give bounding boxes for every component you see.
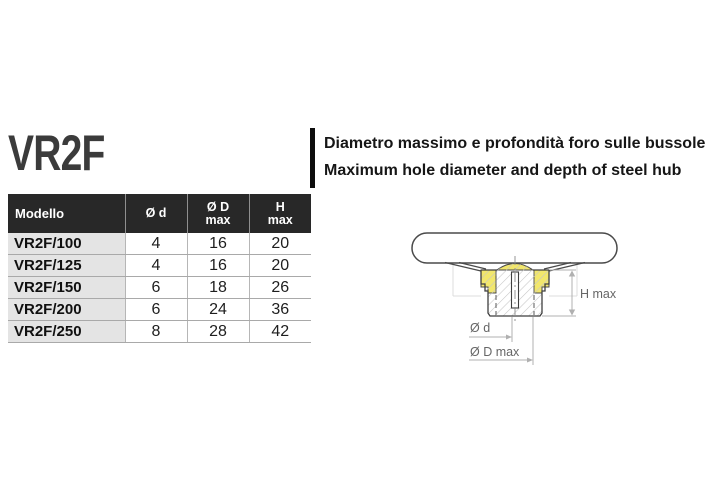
h-max-arrow-down bbox=[569, 310, 575, 316]
model-cell: VR2F/125 bbox=[8, 255, 125, 277]
col-header-d bbox=[125, 194, 187, 233]
H-max-cell: 42 bbox=[249, 321, 311, 343]
d-cell: 4 bbox=[125, 233, 187, 255]
d-leader-arrow bbox=[506, 335, 512, 340]
table-row bbox=[8, 233, 311, 255]
h-max-label: H max bbox=[580, 287, 617, 301]
model-cell: VR2F/250 bbox=[8, 321, 125, 343]
model-cell: VR2F/100 bbox=[8, 233, 125, 255]
H-max-cell: 26 bbox=[249, 277, 311, 299]
col-header-sublabel: max bbox=[205, 212, 231, 227]
d-cell: 6 bbox=[125, 299, 187, 321]
heading-divider-bar bbox=[310, 128, 315, 188]
table-row bbox=[8, 299, 311, 321]
col-header-D-max bbox=[187, 194, 249, 233]
table-row bbox=[8, 277, 311, 299]
table-row bbox=[8, 321, 311, 343]
col-header-label: Ø d bbox=[145, 206, 167, 220]
d-cell: 4 bbox=[125, 255, 187, 277]
page-title: VR2F bbox=[8, 125, 105, 181]
model-cell: VR2F/150 bbox=[8, 277, 125, 299]
table-header-row bbox=[8, 194, 311, 233]
D-max-label: Ø D max bbox=[470, 345, 520, 359]
col-header-modello bbox=[8, 194, 125, 233]
heading-english: Maximum hole diameter and depth of steel hub bbox=[324, 162, 682, 179]
col-header-label: H bbox=[275, 199, 285, 214]
d-cell: 8 bbox=[125, 321, 187, 343]
wheel-rim bbox=[412, 233, 617, 263]
H-max-cell: 20 bbox=[249, 233, 311, 255]
D-max-leader-arrow bbox=[527, 358, 533, 363]
D-max-cell: 28 bbox=[187, 321, 249, 343]
spec-table bbox=[8, 194, 311, 343]
col-header-label: Modello bbox=[15, 206, 65, 221]
h-max-arrow-up bbox=[569, 271, 575, 277]
d-cell: 6 bbox=[125, 277, 187, 299]
D-max-cell: 16 bbox=[187, 255, 249, 277]
handwheel-cross-section-diagram bbox=[390, 225, 720, 385]
heading-italian: Diametro massimo e profondità foro sulle bussole bbox=[324, 135, 706, 152]
D-max-cell: 16 bbox=[187, 233, 249, 255]
col-header-H-max bbox=[249, 194, 311, 233]
heading-block bbox=[324, 130, 716, 184]
H-max-cell: 36 bbox=[249, 299, 311, 321]
D-max-cell: 24 bbox=[187, 299, 249, 321]
d-label: Ø d bbox=[470, 321, 491, 335]
H-max-cell: 20 bbox=[249, 255, 311, 277]
col-header-label: Ø D bbox=[206, 199, 230, 214]
model-cell: VR2F/200 bbox=[8, 299, 125, 321]
col-header-sublabel: max bbox=[267, 212, 293, 227]
table-row bbox=[8, 255, 311, 277]
D-max-cell: 18 bbox=[187, 277, 249, 299]
